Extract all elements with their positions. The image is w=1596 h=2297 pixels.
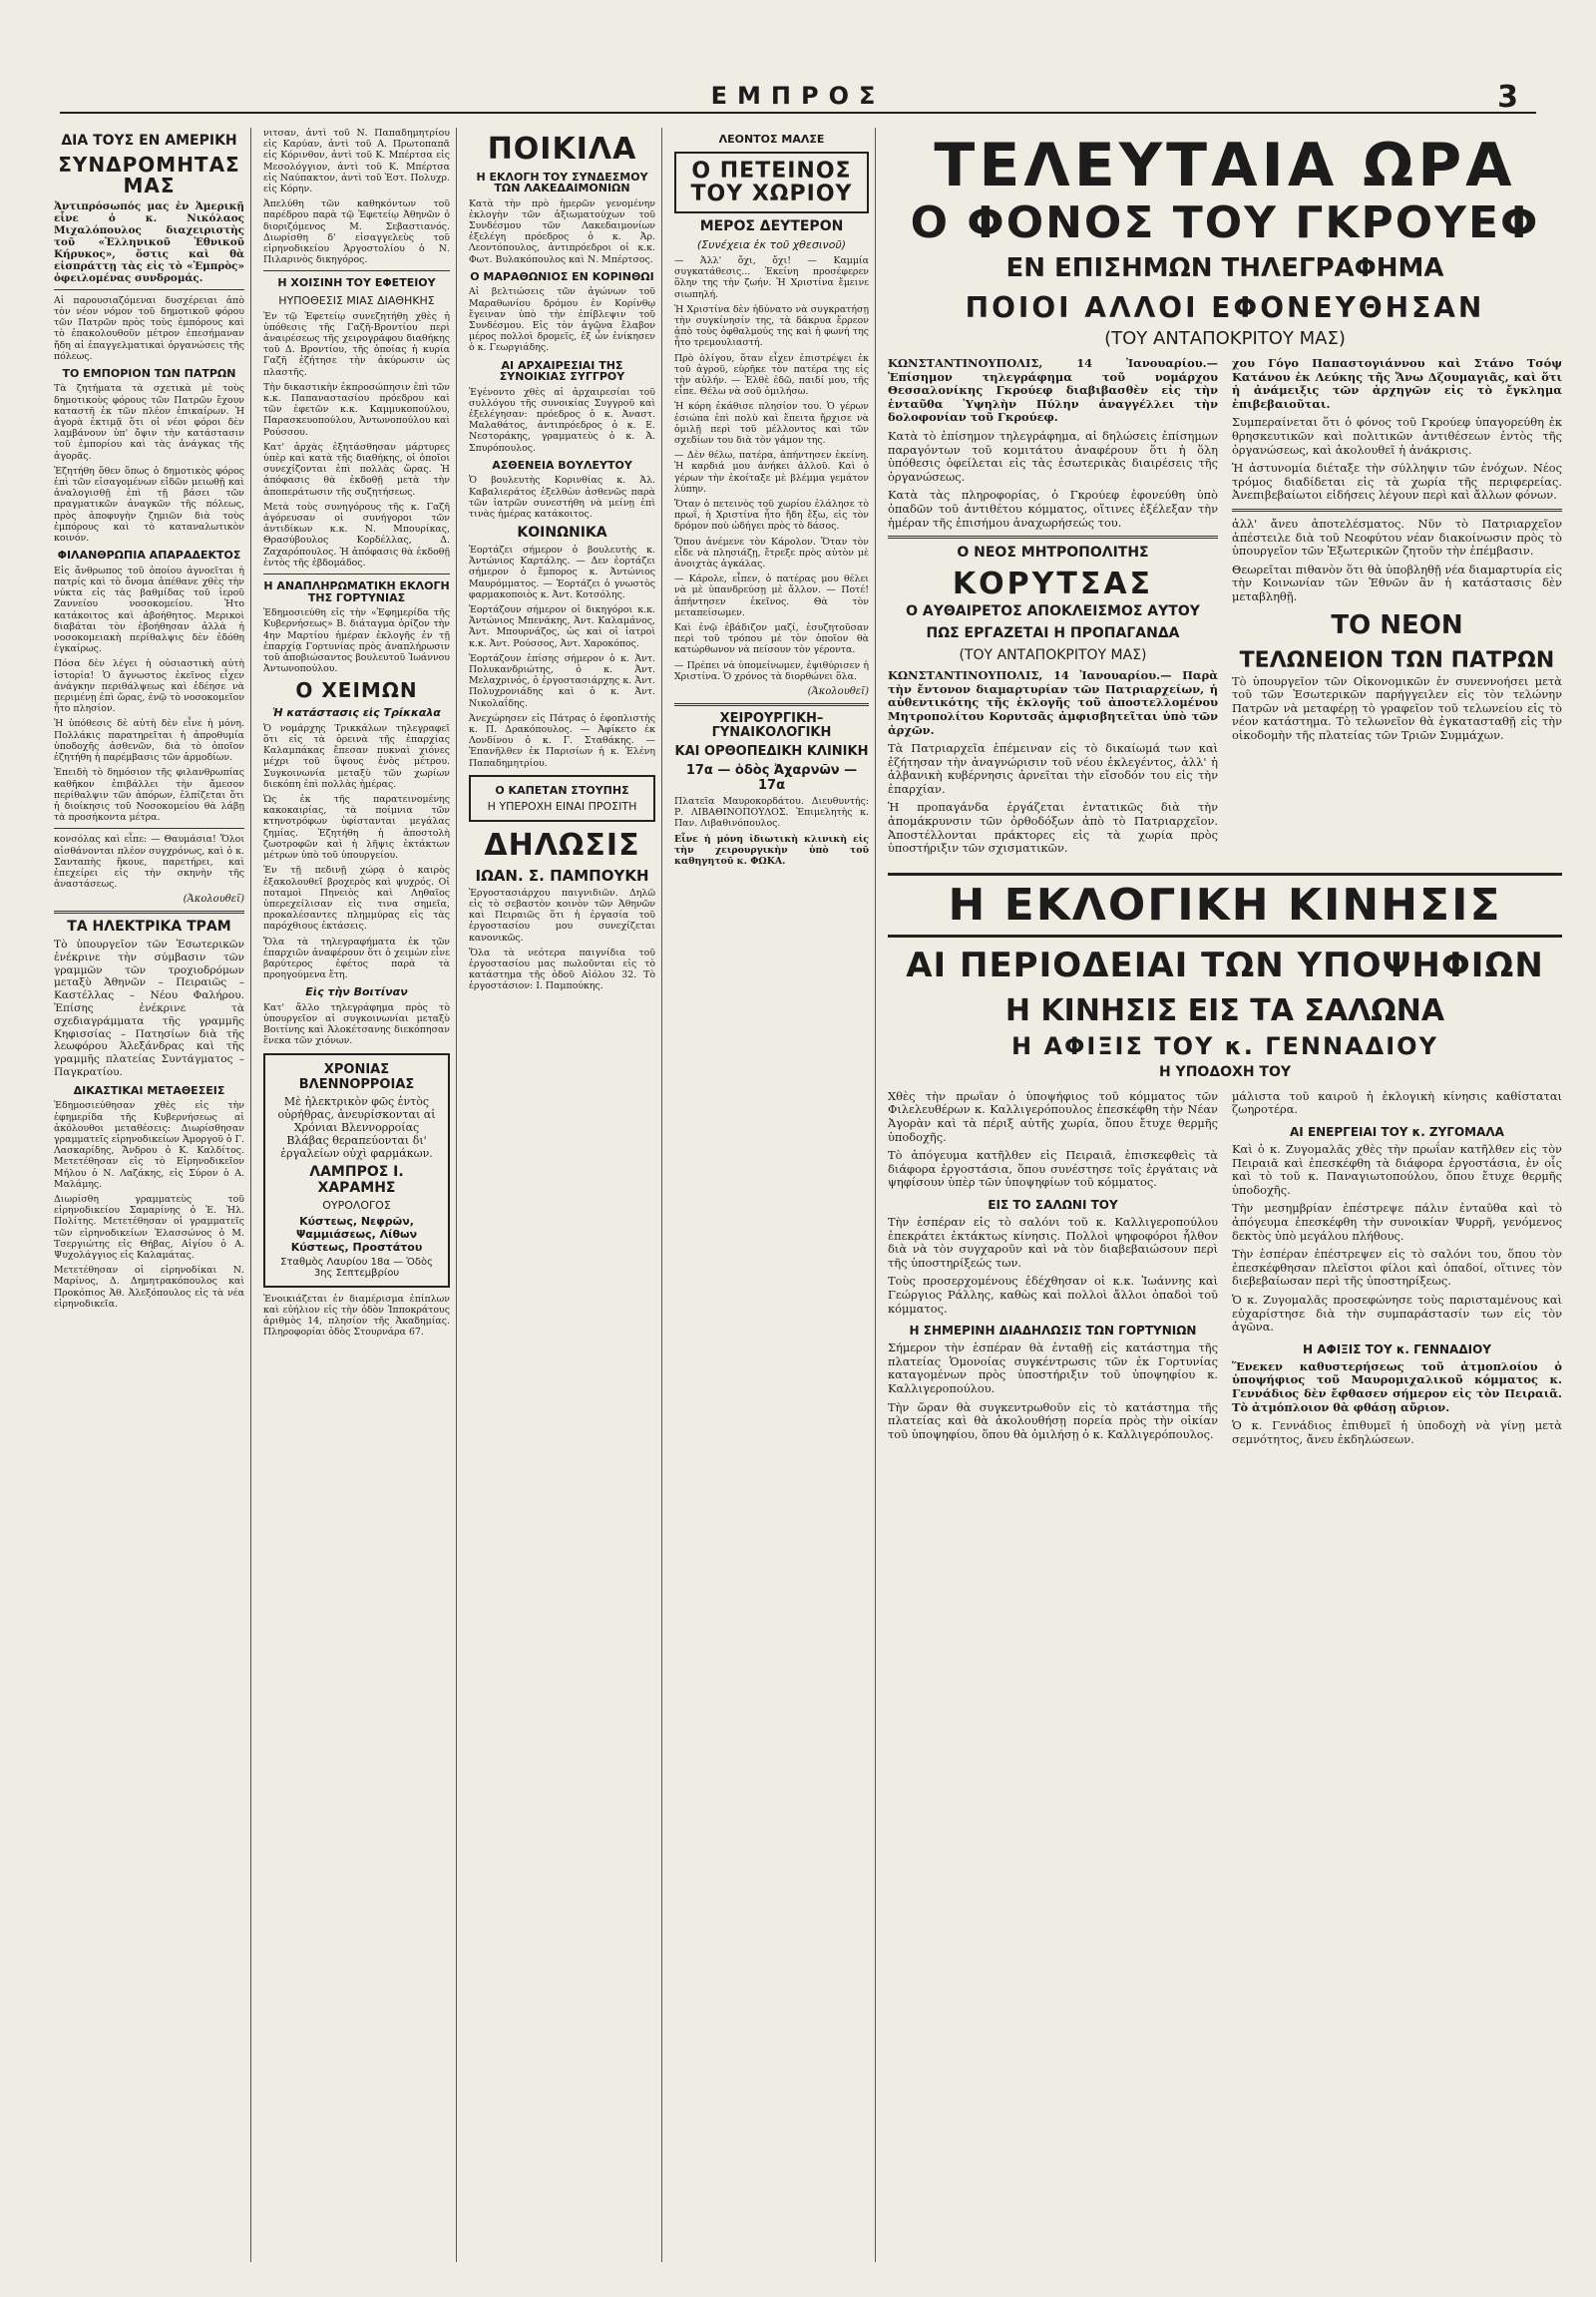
feuilleton-text: Πρὸ ὀλίγου, ὅταν εἶχεν ἐπιστρέψει ἐκ τοῦ ἀγροῦ, εὑρῆκε τὸν πατέρα της εἰς τὴν αὐλήν. — Ἐλθὲ ἐδῶ, παιδί μου, τῆς εἶπε. Θέλω νὰ σοῦ ὁμιλήσω. <box>674 352 869 398</box>
heading-court: Η ΧΟΙΣΙΝΗ ΤΟΥ ΕΦΕΤΕΙΟΥ <box>277 276 436 290</box>
article-text: χου Γόγο Παπαστογιάννου καὶ Στάνο Τσόψ Κατάνου ἐκ Λεύκης τῆς Ἄνω Δζουμαγιᾶς, καὶ ὅτι ἡ ἀνάμειξις τῶν ἀρχηγῶν εἰς τὸ ἔγκλημα ἐπιβεβαιοῦται. <box>1232 357 1562 411</box>
heading-gennadios-arrival: Η ΑΦΙΞΙΣ ΤΟΥ κ. ΓΕΝΝΑΔΙΟΥ <box>1011 1031 1438 1060</box>
heading-salona: Η ΚΙΝΗΣΙΣ ΕΙΣ ΤΑ ΣΑΛΩΝΑ <box>1004 992 1445 1028</box>
heading-korytsa: ΚΟΡΥΤΣΑΣ <box>952 567 1154 602</box>
heading-social: ΚΟΙΝΩΝΙΚΑ <box>517 525 607 542</box>
article-text: Ἀντιπρόσωπός μας ἐν Ἀμερικῇ εἶνε ὁ κ. Νικόλαος Μιχαλόπουλος διαχειριστὴς τοῦ «Ἑλληνικοῦ Ἐθνικοῦ Κήρυκος», ὅστις καὶ θὰ εἰσπράττῃ τὰς εἰς τὸ «Ἐμπρὸς» ὀφειλομένας συνδρομάς. <box>54 199 244 284</box>
heading-judicial: ΔΙΚΑΣΤΙΚΑΙ ΜΕΤΑΘΕΣΕΙΣ <box>73 1083 225 1097</box>
subheading-propaganda: ΠΩΣ ΕΡΓΑΖΕΤΑΙ Η ΠΡΟΠΑΓΑΝΔΑ <box>926 625 1180 642</box>
banner-gruev-murder: Ο ΦΟΝΟΣ ΤΟΥ ΓΚΡΟΥΕΦ <box>910 197 1540 248</box>
feuilleton-part: ΜΕΡΟΣ ΔΕΥΤΕΡΟΝ <box>699 217 844 234</box>
banner-last-hour: ΤΕΛΕΥΤΑΙΑ ΩΡΑ <box>934 131 1516 200</box>
side-heading: ΤΟ ΕΜΠΟΡΙΟΝ ΤΩΝ ΠΑΤΡΩΝ <box>62 366 236 380</box>
feuilleton-text: Καὶ ἐνῷ ἐβάδιζον μαζί, ἐσυζητοῦσαν περὶ τοῦ τρόπου μὲ τὸν ὁποῖον θὰ κατώρθωνον νὰ πείσουν τὸν γέροντα. <box>674 622 869 656</box>
article-text: Ὅλα τὰ τηλεγραφήματα ἐκ τῶν ἐπαρχιῶν ἀναφέρουν ὅτι ὁ χειμὼν εἶνε βαρύτερος ἐφέτος παρὰ τὰ προηγούμενα ἔτη. <box>263 936 450 981</box>
page-number: 3 <box>1497 80 1518 115</box>
article-text: Κατὰ τὴν πρὸ ἡμερῶν γενομένην ἐκλογὴν τῶν ἀξιωματούχων τοῦ Συνδέσμου τῶν Λακεδαιμονίων ἐξελέγη πρόεδρος ὁ κ. Ἀρ. Λεοντόπουλος, ἀντιπρόεδροι οἱ κ.κ. Φωτ. Βυλακόπουλος καὶ Ν. Μπέρτσος. <box>469 197 655 265</box>
feuilleton-text: Ὅταν ὁ πετεινὸς τοῦ χωρίου ἐλάλησε τὸ πρωΐ, ἡ Χριστίνα ἦτο ἤδη ἔξω, εἰς τὸν δρόμον ποὺ ὡδήγει πρὸς τὸ δάσος. <box>674 499 869 533</box>
feuilleton-text: — Δὲν θέλω, πατέρα, ἀπήντησεν ἐκείνη. Ἡ καρδιά μου ἀνήκει ἀλλοῦ. Καὶ ὁ γέρων τὴν ἐκοίταξε μὲ βλέμμα γεμάτον λύπην. <box>674 450 869 495</box>
masthead: ΕΜΠΡΟΣ <box>710 82 886 110</box>
clinic-text: Πλατεῖα Μαυροκορδάτου. Διευθυντής: Ρ. ΛΙΒΑΘΙΝΟΠΟΥΛΟΣ. Ἐπιμελητὴς κ. Παν. Λιβαθινόπουλος. <box>674 796 869 830</box>
divider <box>888 536 1218 539</box>
heading-america: ΔΙΑ ΤΟΥΣ ΕΝ ΑΜΕΡΙΚΗ <box>61 133 237 149</box>
divider <box>54 289 244 290</box>
advert-subheading: Η ΥΠΕΡΟΧΗ ΕΙΝΑΙ ΠΡΟΣΙΤΗ <box>487 799 637 813</box>
article-text: Ὁ κ. Ζυγομαλᾶς προσεφώνησε τοὺς παρισταμένους καὶ εὐχαρίστησε διὰ τὴν συμπαράστασίν των εἰς τὸν ἀγῶνα. <box>1232 1292 1562 1335</box>
article-text: ἀλλ' ἄνευ ἀποτελέσματος. Νῦν τὸ Πατριαρχεῖον ἀπέστειλε διὰ τοῦ Νεοφύτου νέαν διακοίνωσιν πρὸς τὸ ὑπουργεῖον τῶν Ἐξωτερικῶν ζητοῦν τὴν ἐπέμβασιν. <box>1232 516 1562 559</box>
advert-heading: Ο ΚΑΠΕΤΑΝ ΣΤΟΥΠΗΣ <box>495 783 629 797</box>
divider <box>1232 509 1562 512</box>
masthead-rule <box>60 112 1536 114</box>
right-subcol-left <box>888 357 1218 861</box>
election-subcol-right <box>1232 1090 1562 1451</box>
article-text: Σήμερον τὴν ἑσπέραν θὰ ἐνταθῇ εἰς κατάστημα τῆς πλατείας Ὁμονοίας συγκέντρωσις τῶν ἐκ Γορτυνίας καταγομένων πρὸς ὑποστήριξιν τοῦ ὑποψηφίου κ. Καλλιγεροπούλου. <box>888 1340 1218 1395</box>
divider <box>263 270 450 271</box>
columns-grid <box>48 128 1562 2262</box>
advert-text: Μὲ ἠλεκτρικὸν φῶς ἐντὸς οὐρήθρας, ἀνευρίσκονται αἱ Χρόνιαι Βλεννορροίας Βλάβας θεραπεύονται δι' ἐργαλείων οὐχὶ φαρμάκων. <box>277 1094 436 1160</box>
heading-mp-illness: ΑΣΘΕΝΕΙΑ ΒΟΥΛΕΥΤΟΥ <box>492 458 632 472</box>
feuilleton-continued: (Συνέχεια ἐκ τοῦ χθεσινοῦ) <box>696 238 847 252</box>
right-subgrid-1 <box>888 357 1562 861</box>
article-text: Ἕνεκεν καθυστερήσεως τοῦ ἀτμοπλοίου ὁ ὑποψήφιος τοῦ Μαυρομιχαλικοῦ κόμματος κ. Γεννάδιος δὲν ἔφθασεν σήμερον εἰς τὸν Πειραιᾶ. Τὸ ἀτμόπλοιον θὰ φθάσῃ αὔριον. <box>1232 1358 1562 1414</box>
heading-candidate-tours: ΑΙ ΠΕΡΙΟΔΕΙΑΙ ΤΩΝ ΥΠΟΨΗΦΙΩΝ <box>906 945 1544 985</box>
article-text: Αἱ βελτιώσεις τῶν ἀγώνων τοῦ Μαραθωνίου δρόμου ἐν Κορίνθῳ ἔγειναν ὑπὸ τὴν ἐπίβλεψιν τοῦ Συνδέσμου. Εἰς τὸν ἀγῶνα ἔλαβον μέρος πολλοὶ δρομεῖς, ἐξ ὧν ἐνίκησεν ὁ κ. Γεωργιάδης. <box>469 286 655 354</box>
article-text: ΚΩΝΣΤΑΝΤΙΝΟΥΠΟΛΙΣ, 14 Ἰανουαρίου.— Παρὰ τὴν ἔντονον διαμαρτυρίαν τῶν Πατριαρχείων, ἡ αὐθεντικότης τῆς ἐκλογῆς τοῦ ἀποστελλομένου Μητροπολίτου Κορυτσᾶς ἀμφισβητεῖται ὑπὸ τῶν ἀρχῶν. <box>888 668 1218 737</box>
heading-customs-patras: ΤΕΛΩΝΕΙΟΝ ΤΩΝ ΠΑΤΡΩΝ <box>1239 647 1555 673</box>
feuilleton-text: — Κάρολε, εἶπεν, ὁ πατέρας μου θέλει νὰ μὲ ὑπανδρεύσῃ μὲ ἄλλον. — Ποτέ! ἀπήντησεν ἐκεῖνος. Θὰ τὸν μεταπείσωμεν. <box>674 574 869 618</box>
article-text: Ἐνοικιάζεται ἐν διαμέρισμα ἐπίπλων καὶ εὐήλιον εἰς τὴν ὁδὸν Ἱπποκράτους ἀριθμὸς 14, πλησίον τῆς Ἀκαδημίας. Πληροφορίαι ὁδὸς Στουρνάρα 67. <box>263 1293 450 1339</box>
article-text: Συμπεραίνεται ὅτι ὁ φόνος τοῦ Γκρούεφ ὑπαγορεύθη ἐκ θρησκευτικῶν καὶ πολιτικῶν ἀντιθέσεων ἐντὸς τῆς ὀργανώσεως, καὶ ἀκολουθεῖ ἡ ἀνάκρισις. <box>1232 415 1562 457</box>
advert-declaration: ΔΗΛΩΣΙΣ <box>484 827 640 863</box>
article-text: Τὰ Πατριαρχεῖα ἐπέμειναν εἰς τὸ δικαίωμά των καὶ ἐζήτησαν τὴν ἀναγνώρισιν τοῦ νέου ἐκλεγέντος, ἀλλ' ἡ ἀλβανικὴ κυβέρνησις ἀρνεῖται τὴν εἴσοδόν του εἰς τὴν ἐπαρχίαν. <box>888 741 1218 796</box>
article-text: Κατ' ἄλλο τηλεγράφημα πρὸς τὸ ὑπουργεῖον αἱ συγκοινωνίαι μεταξὺ Βοιτίνης καὶ Ἀλοκέτσανης διεκόπησαν ἕνεκα τῶν χιόνων. <box>263 1001 450 1047</box>
article-text: Διωρίσθη γραμματεὺς τοῦ εἰρηνοδικείου Σαμαρίνης ὁ Ἐ. Ἡλ. Πολίτης. Μετετέθησαν οἱ γραμματεῖς τῶν εἰρηνοδικείων Ἐλασσώνος ὁ Μ. Τσεργιώτης εἰς Θήβας, Αἰγίου ὁ Α. Ψυχολάγγιος εἰς Καλαμάτας. <box>54 1193 244 1261</box>
feuilleton-text: — Ἀλλ' ὄχι, ὄχι! — Καμμία συγκατάθεσις... Ἐκείνη προσέφερεν ὅλην της τὴν ζωήν. Ἡ Χριστίνα ἔμεινε σιωπηλή. <box>674 254 869 300</box>
article-text: Ἐν τῷ Ἐφετείῳ συνεζητήθη χθὲς ἡ ὑπόθεσις τῆς Γαζῆ-Βροντίου περὶ ἀναιρέσεως τῆς χειρογράφου διαθήκης τοῦ Δ. Βροντίου, τῆς ὁποίας ἡ κυρία Γαζῆ ἐζήτησε τὴν ἀκύρωσιν ὡς πλαστῆς. <box>263 310 450 378</box>
article-text: Τὰ ζητήματα τὰ σχετικὰ μὲ τοὺς δημοτικοὺς φόρους τῶν Πατρῶν ἔχουν καταστῆ ἐκ τῶν πλέον ἐπικαίρων. Ἡ ἀγορὰ ἐκτιμᾷ ὅτι οἱ νέοι φόροι δὲν λαμβάνουν ὑπ' ὄψιν τὴν κατάστασιν τοῦ ἐμπορίου καὶ τὰς ἀνάγκας τῆς ἀγορᾶς. <box>54 383 244 462</box>
article-text: νιτσαν, ἀντὶ τοῦ Ν. Παπαδημητρίου εἰς Καρύαν, ἀντὶ τοῦ Α. Πρωτοπαπᾶ εἰς Κόρινθον, ἀντὶ τοῦ Κ. Μπέρτσα εἰς Μεσολόγγιον, ἀντὶ τοῦ Κ. Μπέρτσα εἰς Ναύπακτον, ἀντὶ τοῦ Ἐστ. Πολυχρ. εἰς Κόρην. <box>263 128 450 195</box>
article-text: Ἡ ἀστυνομία διέταξε τὴν σύλληψιν τῶν ἐνόχων. Νέος τρόμος διαδίδεται εἰς τὰ χωρία τῆς περιφερείας. Ἀνεπιβεβαίωτοι εἰδήσεις λέγουν περὶ καὶ ἄλλων φόνων. <box>1232 461 1562 503</box>
heading-winter: Ο ΧΕΙΜΩΝ <box>295 678 418 703</box>
banner-official-telegram: ΕΝ ΕΠΙΣΗΜΩΝ ΤΗΛΕΓΡΑΦΗΜΑ <box>1005 253 1444 283</box>
article-text: Ἐδημοσιεύθη εἰς τὴν «Ἐφημερίδα τῆς Κυβερνήσεως» Β. διάταγμα ὁρίζον τὴν 4ην Μαρτίου ἡμέραν ἐκλογῆς ἐν τῇ ἐπαρχίᾳ Γορτυνίας πρὸς ἀναπλήρωσιν τοῦ ἀποβιώσαντος βουλευτοῦ Ἰωάννου Ἀντωνοπούλου. <box>263 607 450 675</box>
feuilleton-text: Ὅπου ἀνέμενε τὸν Κάρολον. Ὅταν τὸν εἶδε νὰ πλησιάζῃ, ἔτρεξε πρὸς αὐτὸν μὲ ἀνοιχτὰς ἀγκάλας. <box>674 536 869 571</box>
article-text: Εἰς ἄνθρωπος τοῦ ὁποίου ἀγνοεῖται ἡ πατρίς καὶ τὸ ὄνομα ἀπέθανε χθὲς τὴν νύκτα εἰς τὰς βαθμίδας τοῦ ἱεροῦ Ζαννείου νοσοκομείου. Ἡτο κατάκοιτος καὶ ἀβοήθητος. Μερικοὶ διαβάται τὸν ἐβοήθησαν ἀλλὰ ἡ νοσοκομειακὴ περίθαλψις δὲν ἐδόθη ἐγκαίρως. <box>54 565 244 655</box>
feuilleton-text: Ἡ κόρη ἐκάθισε πλησίον του. Ὁ γέρων ἐσιώπα ἐπὶ πολὺ καὶ ἔπειτα ἤρχισε νὰ ὁμιλῇ περὶ τοῦ μέλλοντος καὶ τῶν σχεδίων του διὰ τὸν γάμον της. <box>674 401 869 447</box>
article-text: Τὸ ὑπουργεῖον τῶν Οἰκονομικῶν ἐν συνεννοήσει μετὰ τοῦ τῶν Ἐσωτερικῶν παρήγγειλεν εἰς τὸν τελώνην Πατρῶν νὰ μεταφέρῃ τὸ γραφεῖον τοῦ τελωνείου εἰς τὸ νέον κατάστημα. Τὸ τελωνεῖον θὰ ἐγκατασταθῇ εἰς τὴν οἰκοδομὴν τῆς πλατείας τῶν Τριῶν Συμμάχων. <box>1232 673 1562 742</box>
article-text: Αἱ παρουσιαζόμεναι δυσχέρειαι ἀπὸ τὸν νέον νόμον τοῦ δημοτικοῦ φόρου τῶν Πατρῶν πρὸς τοὺς ἐμπόρους καὶ τὸ ἐπακολουθοῦν μέτρον ἐπεσήμαναν ἤδη αἱ ἐπαγγελματικαὶ ὀργανώσεις τῆς πόλεως. <box>54 294 244 362</box>
election-subcol-left <box>888 1090 1218 1451</box>
banner-correspondent: (ΤΟΥ ΑΝΤΑΠΟΚΡΙΤΟΥ ΜΑΣ) <box>1104 328 1346 349</box>
article-text: μάλιστα τοῦ καιροῦ ἡ ἐκλογικὴ κίνησις καθίσταται ζωηροτέρα. <box>1232 1089 1562 1117</box>
heading-new: ΤΟ ΝΕΟΝ <box>1331 609 1463 640</box>
article-text: Πόσα δὲν λέγει ἡ οὐσιαστικὴ αὐτὴ ἱστορία! Ὁ ἄγνωστος ἐκεῖνος εἶχεν ἀνάγκην περιθάλψεως καὶ ἐδέησε νὰ περιμένῃ ἐπὶ ὥρας, ἐνῷ τὸ νοσοκομεῖον ἦτο πλησίον. <box>54 658 244 715</box>
heading-gortynia: Η ΑΝΑΠΛΗΡΩΜΑΤΙΚΗ ΕΚΛΟΓΗ ΤΗΣ ΓΟΡΤΥΝΙΑΣ <box>263 579 450 604</box>
advert-name: ΙΩΑΝ. Σ. ΠΑΜΠΟΥΚΗ <box>475 866 649 885</box>
article-text: ΚΩΝΣΤΑΝΤΙΝΟΥΠΟΛΙΣ, 14 Ἰανουαρίου.— Ἐπίσημον τηλεγράφημα τοῦ νομάρχου Θεσσαλονίκης Γκρούεφ διαβιβασθὲν εἰς τὴν ἐνταῦθα Ὑψηλὴν Πύλην ἀναγγέλλει τὴν δολοφονίαν τοῦ Γκρούεφ. <box>888 357 1218 425</box>
article-text: Ὡς ἐκ τῆς παρατεινομένης κακοκαιρίας, τὰ ποίμνια τῶν κτηνοτρόφων ὑφίστανται μεγάλας ζημίας. Ἐζητήθη ἡ ἀποστολὴ ζωοτροφῶν καὶ ἡ λῆψις ἐκτάκτων μέτρων ὑπὸ τοῦ ὑπουργείου. <box>263 794 450 862</box>
article-text: Ἑορτάζουν ἐπίσης σήμερον ὁ κ. Ἀντ. Πολυκανδριώτης, ὁ κ. Ἀντ. Μελαχρινός, ὁ ἐργοστασιάρχης κ. Ἀντ. Πολυχρονιάδης καὶ ὁ κ. Ἀντ. Νικολαΐδης. <box>469 652 655 709</box>
column-right-wide <box>882 128 1568 2262</box>
subheading-lakedaimonion: Η ΕΚΛΟΓΗ ΤΟΥ ΣΥΝΔΕΣΜΟΥ ΤΩΝ ΛΑΚΕΔΑΙΜΟΝΙΩΝ <box>476 170 648 195</box>
column-1 <box>48 128 251 2262</box>
divider <box>54 828 244 829</box>
advert-detail: Κύστεως, Νεφρῶν, Ψαμμιάσεως, Λίθων Κύστεως, Προστάτου <box>290 1214 423 1254</box>
heading-gortynians-demo: Η ΣΗΜΕΡΙΝΗ ΔΙΑΔΗΛΩΣΙΣ ΤΩΝ ΓΟΡΤΥΝΙΩΝ <box>909 1324 1197 1339</box>
heading-philanthropy: ΦΙΛΑΝΘΡΩΠΙΑ ΑΠΑΡΑΔΕΚΤΟΣ <box>57 549 241 563</box>
heading-new-metropolitan: Ο ΝΕΟΣ ΜΗΤΡΟΠΟΛΙΤΗΣ <box>957 545 1149 562</box>
clinic-address: 17α — ὁδὸς Ἀχαρνῶν — 17α <box>685 763 858 793</box>
right-subcol-right <box>1232 357 1562 861</box>
subheading-trikkala: Ἡ κατάστασις εἰς Τρίκκαλα <box>272 706 441 720</box>
heading-salon: ΕΙΣ ΤΟ ΣΑΛΩΝΙ ΤΟΥ <box>988 1198 1118 1212</box>
divider <box>674 703 869 706</box>
feuilleton-title: Ο ΠΕΤΕΙΝΟΣ ΤΟΥ ΧΩΡΙΟΥ <box>690 158 853 206</box>
column-2 <box>257 128 457 2262</box>
subheading-exclusion: Ο ΑΥΘΑΙΡΕΤΟΣ ΑΠΟΚΛΕΙΣΜΟΣ ΑΥΤΟΥ <box>906 603 1200 620</box>
article-text: Ὁ βουλευτὴς Κορινθίας κ. Ἀλ. Καβαλιεράτος ἐξελθὼν ἀσθενῶς παρὰ τῶν ἰατρῶν συνεστήθη νὰ μείνῃ ἐπὶ τινὰς ἡμέρας κατάκοιτος. <box>469 475 655 521</box>
right-subgrid-2 <box>888 1090 1562 1451</box>
subheading-will: ΗΥΠΟΘΕΣΙΣ ΜΙΑΣ ΔΙΑΘΗΚΗΣ <box>278 293 435 307</box>
article-text: Ὁ κ. Γεννάδιος ἐπιθυμεῖ ἡ ὑποδοχὴ νὰ γίνῃ μετὰ σεμνότητος, ἄνευ ἐκδηλώσεων. <box>1232 1418 1562 1446</box>
article-text: Τὴν ὥραν θὰ συγκεντρωθοῦν εἰς τὸ κατάστημα τῆς πλατείας καὶ θὰ ἀκολουθήσῃ πορεία πρὸς τὴν οἰκίαν τοῦ ὑποψηφίου, ὅπου θὰ ὁμιλήσῃ ὁ κ. Καλλιγερόπουλος. <box>888 1399 1218 1441</box>
heading-zygomalas: ΑΙ ΕΝΕΡΓΕΙΑΙ ΤΟΥ κ. ΖΥΓΟΜΑΛΑ <box>1290 1125 1504 1140</box>
clinic-subheading: ΚΑΙ ΟΡΘΟΠΕΔΙΚΗ ΚΛΙΝΙΚΗ <box>674 744 869 760</box>
advert-box-doctor <box>263 1053 450 1288</box>
heading-marathon: Ο ΜΑΡΑΘΩΝΙΟΣ ΕΝ ΚΟΡΙΝΘΩΙ <box>470 269 654 283</box>
article-text: Ἐπειδὴ τὸ δημόσιον τῆς φιλανθρωπίας καθῆκον ἐπιβάλλει τὴν ἄμεσον περίθαλψιν τῶν ἀπόρων, ἐλπίζεται ὅτι ἡ διοίκησις τοῦ Νοσοκομείου θὰ λάβῃ τὰ προσήκοντα μέτρα. <box>54 767 244 824</box>
clinic-footer: Εἶνε ἡ μόνη ἰδιωτικὴ κλινικὴ εἰς τὴν χειρουργικὴν ὑπὸ τοῦ καθηγητοῦ κ. ΦΩΚΑ. <box>674 833 869 868</box>
continued-note: (Ἀκολουθεῖ) <box>183 894 244 906</box>
article-text: Τὴν ἑσπέραν εἰς τὸ σαλόνι τοῦ κ. Καλλιγεροπούλου ἐπεκράτει ἐκτάκτως κίνησις. Πολλοὶ ψηφοφόροι ἦλθον διὰ νὰ τὸν συγχαροῦν καὶ νὰ τὸν διαβεβαιώσουν περὶ τῆς ὑποστηρίξεώς των. <box>888 1215 1218 1270</box>
article-text: Ἐζητήθη ὅθεν ὅπως ὁ δημοτικὸς φόρος ἐπὶ τῶν εἰσαγομένων εἰδῶν μειωθῇ καὶ ἀναλογισθῇ ἐπὶ τῇ βάσει τῶν πραγματικῶν ἀναγκῶν τῆς πόλεως, πρὸς ἀποφυγὴν ζημιῶν διὰ τοὺς ἐμπόρους καὶ τὸ καταναλωτικὸν κοινόν. <box>54 465 244 545</box>
article-text: Ἡ ὑπόθεσις δὲ αὐτὴ δὲν εἶνε ἡ μόνη. Πολλάκις παρατηρεῖται ἡ ἀπροθυμία ὑποδοχῆς ἀσθενῶν, διὰ τὸ ὁποῖον ἐζητήθη ἡ παρέμβασις τῶν ἁρμοδίων. <box>54 718 244 764</box>
article-text: Ἐγένοντο χθὲς αἱ ἀρχαιρεσίαι τοῦ συλλόγου τῆς συνοικίας Συγγροῦ καὶ ἐξελέγησαν: πρόεδρος ὁ κ. Ἀναστ. Μαλαθάτος, ἀντιπρόεδρος ὁ κ. Ε. Νεστοράκης, γραμματεὺς ὁ κ. Ἀ. Σπυρόπουλος. <box>469 386 655 454</box>
column-3 <box>463 128 662 2262</box>
heading-gennadios: Η ΑΦΙΞΙΣ ΤΟΥ κ. ΓΕΝΝΑΔΙΟΥ <box>1303 1341 1491 1356</box>
article-text: Ἑορτάζουν σήμερον οἱ δικηγόροι κ.κ. Ἀντώνιος Μπενάκης, Ἀντ. Καλαμάνος, Ἀντ. Μπουρνάζος, ὡς καὶ οἱ ἰατροὶ κ.κ. Ἀντ. Ρούσσος, Ἀντ. Χαροκόπος. <box>469 603 655 649</box>
heading-poikila: ΠΟΙΚΙΛΑ <box>487 132 637 167</box>
feuilleton-title-box <box>674 152 869 213</box>
banner-who-else: ΠΟΙΟΙ ΑΛΛΟΙ ΕΦΟΝΕΥΘΗΣΑΝ <box>965 291 1485 324</box>
article-text: Θεωρεῖται πιθανὸν ὅτι θὰ ὑποβληθῇ νέα διαμαρτυρία εἰς τὴν Κοινωνίαν τῶν Ἐθνῶν ἂν ἡ κατάστασις δὲν μεταβληθῇ. <box>1232 562 1562 603</box>
article-text: Ἐν τῇ πεδινῇ χώρᾳ ὁ καιρὸς ἐξακολουθεῖ βροχερὸς καὶ ψυχρός. Οἱ ποταμοὶ Πηνειὸς καὶ Ληθαῖος ὑπερεχείλισαν εἰς τινα σημεῖα, προκαλέσαντες πλημμύρας εἰς τὰς παρόχθιους ἐκτάσεις. <box>263 865 450 933</box>
advert-address: Σταθμὸς Λαυρίου 18α — Ὁδὸς 3ης Σεπτεμβρίου <box>280 1256 433 1279</box>
advert-role: ΟΥΡΟΛΟΓΟΣ <box>322 1198 391 1212</box>
advert-name: ΛΑΜΠΡΟΣ Ι. ΧΑΡΑΜΗΣ <box>309 1163 404 1196</box>
article-text: Ὁ νομάρχης Τρικκάλων τηλεγραφεῖ ὅτι εἰς τὰ ὀρεινὰ τῆς ἐπαρχίας Καλαμπάκας ἔπεσαν πυκναὶ χιόνες μέχρι τοῦ ὕψους ἑνὸς μέτρου. Συγκοινωνία μεταξὺ τῶν χωρίων διεκόπη ἐπὶ πολλὰς ἡμέρας. <box>263 722 450 790</box>
advert-box-stoupis <box>469 775 655 822</box>
advert-text: Ἐργοστασιάρχου παιγνιδιῶν. Δηλῶ εἰς τὸ σεβαστὸν κοινὸν τῶν Ἀθηνῶν καὶ Πειραιῶς ὅτι ἡ ἐργασία τοῦ ἐργοστασίου μου συνεχίζεται κανονικῶς. <box>469 887 655 944</box>
article-text: Τοὺς προσερχομένους ἐδέχθησαν οἱ κ.κ. Ἰωάννης καὶ Γεώργιος Ράλλης, καθὼς καὶ πολλοὶ ἄλλοι ὀπαδοὶ τοῦ κόμματος. <box>888 1274 1218 1316</box>
heading-reception: Η ΥΠΟΔΟΧΗ ΤΟΥ <box>1158 1063 1292 1080</box>
article-text: Κατ' ἀρχὰς ἐξητάσθησαν μάρτυρες ὑπὲρ καὶ κατὰ τῆς διαθήκης, οἱ ὁποῖοι συνεχίζονται ἐπὶ πολλὰς ὥρας. Ἡ ἀπόφασις θὰ ἐκδοθῇ μετὰ τὴν ἀποπεράτωσιν τῆς συζητήσεως. <box>263 441 450 498</box>
subheading-voitina: Εἰς τὴν Βοιτίναν <box>305 985 408 999</box>
article-text: Ἑορτάζει σήμερον ὁ βουλευτὴς κ. Ἀντώνιος Καρτάλης. — Δεν ἑορτάζει σήμερον ὁ ἔμπορος κ. Ἀντώνιος Μαυρόμματος. — Ἑορτάζει ὁ γνωστὸς φαρμακοποιὸς κ. Ἀντ. Κοτσόλης. <box>469 544 655 600</box>
article-text: Τὸ ὑπουργεῖον τῶν Ἐσωτερικῶν ἐνέκρινε τὴν σύμβασιν τῶν γραμμῶν τῶν τροχιοδρόμων μεταξὺ Ἀθηνῶν – Πειραιῶς – Καστέλλας – Νέου Φαλήρου. Ἐπίσης ἐνέκρινε τὰ σχεδιαγράμματα τῆς γραμμῆς Κηφισσίας – Πατησίων διὰ τῆς λεωφόρου Ἀλεξάνδρας καὶ τῆς γραμμῆς πλατείας Συντάγματος – Παγκρατίου. <box>54 939 244 1078</box>
article-text: Ἀνεχώρησεν εἰς Πάτρας ὁ ἐφοπλιστὴς κ. Π. Δρακόπουλος. — Ἀφίκετο ἐκ Λονδίνου ὁ κ. Γ. Σταθάκης. — Ἐπανῆλθεν ἐκ Παρισίων ἡ κ. Ἑλένη Παπαδημητρίου. <box>469 712 655 769</box>
advert-heading: ΧΡΟΝΙΑΣ ΒΛΕΝΝΟΡΡΟΙΑΣ <box>298 1061 415 1092</box>
article-text: κονσόλας καὶ εἶπε: — Θαυμάσια! Ὅλοι αἰσθάνονται πλέον συγχρόνως, καὶ ὁ κ. Σανταπὴς ἤκουε, παρετήρει, καὶ ἐπεχείρει εἰς τὴν σκηνὴν τῆς ἀναστάσεως. <box>54 834 244 891</box>
article-text: Κατὰ τὰς πληροφορίας, ὁ Γκρούεφ ἐφονεύθη ὑπὸ ὀπαδῶν τοῦ ἀντιθέτου κόμματος, οἵτινες ἐξέλεξαν τὴν ἡμέραν τῆς ἐπισήμου ἀναχωρήσεώς του. <box>888 488 1218 530</box>
heading-tram: ΤΑ ΗΛΕΚΤΡΙΚΑ ΤΡΑΜ <box>67 919 231 936</box>
article-text: Ἡ προπαγάνδα ἐργάζεται ἐντατικῶς διὰ τὴν ἀπομάκρυνσιν τῶν ὀρθοδόξων ἀπὸ τὸ Πατριαρχεῖον. Ἀποστέλλονται πράκτορες εἰς τὰ χωρία πρὸς ὑποστήριξιν τῶν σχισματικῶν. <box>888 800 1218 856</box>
column-4 <box>668 128 876 2262</box>
article-text: Ἀπελύθη τῶν καθηκόντων τοῦ παρέδρου παρὰ τῷ Ἐφετείῳ Ἀθηνῶν ὁ διοριζόμενος Μ. Σεβαστιανός. Διωρίσθη δ' εἰσαγγελεὺς τοῦ εἰρηνοδικείου Ἀργοστολίου ὁ Ν. Πιλαρινὸς δικηγόρος. <box>263 198 450 266</box>
feuilleton-text: Ἡ Χριστίνα δὲν ἠδύνατο νὰ συγκρατήσῃ τὴν συγκίνησίν της, τὰ δάκρυα ἔρρεον ἀπὸ τοὺς ὀφθαλμούς της καὶ ἡ φωνή της ἦτο τρεμουλιαστή. <box>674 303 869 349</box>
article-text: Χθὲς τὴν πρωΐαν ὁ ὑποψήφιος τοῦ κόμματος τῶν Φιλελευθέρων κ. Καλλιγερόπουλος ἐπεσκέφθη τὴν Νέαν Ἀγορὰν καὶ τὰ πέριξ αὐτῆς χωρία, ὅπου ἔτυχε θερμῆς ὑποδοχῆς. <box>888 1089 1218 1144</box>
article-text: Τὴν δικαστικὴν ἐκπροσώπησιν ἐπὶ τῶν κ.κ. Παπαναστασίου πρόεδρου καὶ τῶν ἐφετῶν κ.κ. Καμμυκοπούλου, Παρασκευοπούλου, Ἀντωνοπούλου καὶ Ρούσσου. <box>263 381 450 438</box>
subheading-correspondent: (ΤΟΥ ΑΝΤΑΠΟΚΡΙΤΟΥ ΜΑΣ) <box>959 647 1147 664</box>
continued-note: (Ἀκολουθεῖ) <box>807 686 869 698</box>
article-text: Τὴν ἑσπέραν ἐπέστρεψεν εἰς τὸ σαλόνι του, ὅπου τὸν ἐπεσκέφθησαν πλεῖστοι φίλοι καὶ ὀπαδοί, οἵτινες τὸν διεβεβαίωσαν περὶ τῆς ὑποστηρίξεως. <box>1232 1247 1562 1289</box>
heading-electoral-movement: Η ΕΚΛΟΓΙΚΗ ΚΙΝΗΣΙΣ <box>888 873 1562 938</box>
article-text: Καὶ ὁ κ. Ζυγομαλᾶς χθὲς τὴν πρωΐαν κατῆλθεν εἰς τὸν Πειραιᾶ καὶ ἐπεσκέφθη τὰ διάφορα ἐργοστάσια, ἐν οἷς καὶ τὸ τοῦ κ. Παναγιωτοπούλου, ὅπου ἔτυχε θερμῆς ὑποδοχῆς. <box>1232 1142 1562 1197</box>
heading-elections-syggrou: ΑΙ ΑΡΧΑΙΡΕΣΙΑΙ ΤΗΣ ΣΥΝΟΙΚΙΑΣ ΣΥΓΓΡΟΥ <box>499 358 625 384</box>
clinic-heading: ΧΕΙΡΟΥΡΓΙΚΗ–ΓΥΝΑΙΚΟΛΟΓΙΚΗ <box>711 711 832 740</box>
article-text: Τὸ ἀπόγευμα κατῆλθεν εἰς Πειραιᾶ, ἐπισκεφθεὶς τὰ διάφορα ἐργοστάσια, ὅπου συνέστησε τοῖς ἐργάταις νὰ ψηφίσουν ὑπὲρ τῶν ὑποψηφίων τοῦ κόμματος. <box>888 1148 1218 1190</box>
article-text: Μετὰ τοὺς συνηγόρους τῆς κ. Γαζῆ ἀγόρευσαν οἱ συνήγοροι τῶν ἀντιδίκων κ.κ. Ν. Μπουρίκας, Θρασύβουλος Κορδέλλας, Δ. Ζαχαρόπουλος. Ἡ ἀπόφασις θὰ ἐκδοθῇ ἐντὸς τῆς ἐβδομάδος. <box>263 501 450 569</box>
heading-subscribers: ΣΥΝΔΡΟΜΗΤΑΣ ΜΑΣ <box>58 152 240 197</box>
article-text: Ἐδημοσιεύθησαν χθὲς εἰς τὴν ἐφημερίδα τῆς Κυβερνήσεως αἱ ἀκόλουθοι μεταθέσεις: Διωρίσθησαν γραμματεῖς εἰρηνοδικείων Ἀμοργοῦ ὁ Γ. Λασκαρίδης, Ἄνδρου ὁ Κ. Καλδίτος. Μετετέθησαν εἰς τὸ Εἰρηνοδικεῖον Μήλου ὁ Ν. Λαζάκης, εἰς Σύρον ὁ Α. Μαλάμης. <box>54 1100 245 1190</box>
feuilleton-text: — Πρέπει νὰ ὑπομείνωμεν, ἐψιθύρισεν ἡ Χριστίνα. Ὁ χρόνος τὰ διορθώνει ὅλα. <box>674 659 869 682</box>
article-text: Μετετέθησαν οἱ εἰρηνοδίκαι Ν. Μαρίνος, Δ. Δημητρακόπουλος καὶ Προκόπιος Ἀθ. Ἀλεξόπουλος εἰς τὰ νέα εἰρηνοδικεῖα. <box>54 1265 244 1310</box>
divider <box>54 911 244 914</box>
feuilleton-author: ΛΕΟΝΤΟΣ ΜΑΛΣΕ <box>718 133 825 146</box>
article-text: Ὅλα τὰ νεότερα παιγνίδια τοῦ ἐργοστασίου μας πωλοῦνται εἰς τὸ κατάστημα τῆς ὁδοῦ Αἰόλου 32. Τὸ ἐργοστάσιον: Ι. Παμπούκης. <box>469 947 655 992</box>
article-text: Κατὰ τὸ ἐπίσημον τηλεγράφημα, αἱ δηλώσεις ἐπίσημων παραγόντων τοῦ κομιτάτου ἀναφέρουν ὅτι ἡ ὅλη ὑπόθεσις ὀφείλεται εἰς τὰς ἐσωτερικὰς διαιρέσεις τῆς ὀργανώσεως. <box>888 428 1218 484</box>
article-text: Τὴν μεσημβρίαν ἐπέστρεψε πάλιν ἐνταῦθα καὶ τὸ ἀπόγευμα ἐπεσκέφθη τὴν συνοικίαν Ψυρρῆ, γενόμενος δεκτὸς ὑπὸ μεγάλου πλήθους. <box>1232 1201 1562 1243</box>
